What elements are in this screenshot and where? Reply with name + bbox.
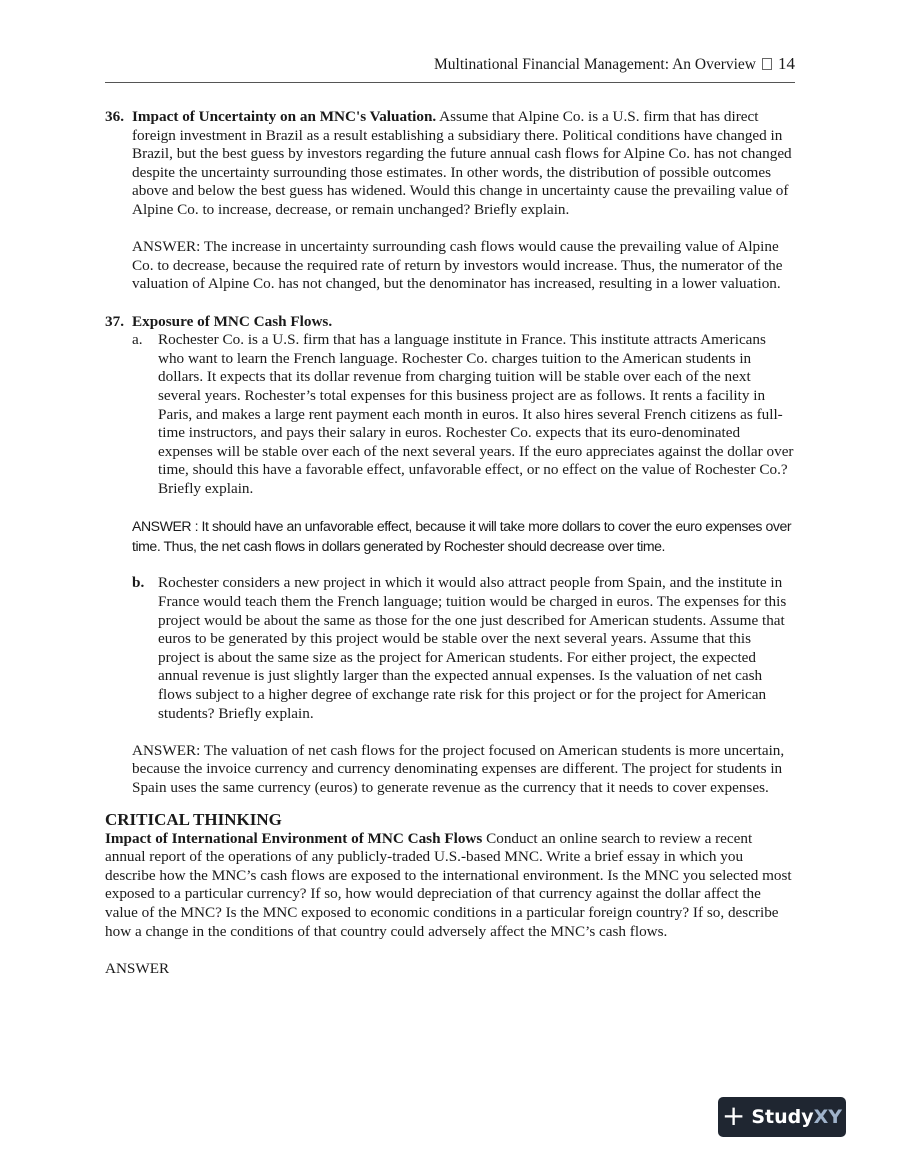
answer-37a: ANSWER : It should have an unfavorable effect, because it will take more dollars to cover the euro expenses over time. Thus, the net cash flows in dollars generated by Rochester should decrease over time. — [132, 518, 792, 555]
critical-thinking-text — [105, 830, 795, 942]
header-text — [434, 54, 795, 74]
page-header — [105, 52, 795, 83]
question-number: 37. — [105, 312, 124, 330]
page-number: 14 — [778, 54, 795, 73]
question-number: 36. — [105, 108, 124, 125]
section-heading: CRITICAL THINKING — [105, 809, 282, 829]
studyxy-logo — [718, 1097, 846, 1137]
header-title: Multinational Financial Management: An Overview — [434, 56, 756, 73]
sub-text: Rochester considers a new project in which it would also attract people from Spain, and the institute in France would teach them the French language; tuition would be charged in euros. The expenses for this project would be about the same as those for the one just described for American students. Assume that euros to be generated by this project would be stable over the next several years. Assume that this project is about the same size as the project for American students. For either project, the expected annual revenue is just slightly larger than the expected annual expenses. Is the valuation of net cash flows subject to a higher degree of exchange rate risk for this project or for the project for American students? Briefly explain. — [158, 574, 787, 722]
missing-glyph-icon — [762, 58, 772, 70]
question-37a — [105, 331, 795, 498]
answer-37b: ANSWER: The valuation of net cash flows for the project focused on American students is more uncertain, because the invoice currency and currency denominating expenses are different. The project for students in Spain uses the same currency (euros) to generate revenue as the currency that it needs to cover expenses. — [132, 741, 785, 796]
question-body: Assume that Alpine Co. is a U.S. firm that has direct foreign investment in Brazil as a result establishing a subsidiary there. Political conditions have changed in Brazil, but the best guess by investors regarding the future annual cash flows for Alpine Co. has not changed despite the uncertainty surrounding those estimates. In other words, the distribution of possible outcomes above and below the best guess has widened. Would this change in uncertainty cause the prevailing value of Alpine Co. to increase, decrease, or remain unchanged? Briefly explain. — [132, 108, 792, 218]
logo-text: StudyXY — [751, 1106, 843, 1128]
answer-36: ANSWER: The increase in uncertainty surrounding cash flows would cause the prevailing value of Alpine Co. to decrease, because the required rate of return by investors would increase. Thus, the numerator of the valuation of Alpine Co. has not changed, but the denominator has increased, resulting in a lower valuation. — [132, 238, 783, 293]
page-content — [105, 108, 795, 978]
question-36 — [105, 108, 795, 220]
sub-text: Rochester Co. is a U.S. firm that has a language institute in France. This institute attracts Americans who want to learn the French language. Rochester Co. charges tuition to the American students in dollars. It expects that its dollar revenue from charging tuition will be stable over each of the next several years. Rochester’s total expenses for this business project are as follows. It rents a facility in Paris, and makes a large rent payment each month in euros. It also hires several French citizens as full-time instructors, and pays their salary in euros. Rochester Co. expects that its euro-denominated expenses will be stable over each of the next several years. If the euro appreciates against the dollar over time, should this have a favorable effect, unfavorable effect, or no effect on the value of Rochester Co.? Briefly explain. — [158, 331, 794, 497]
plus-icon: + — [721, 1099, 746, 1132]
question-37b — [105, 574, 795, 723]
sub-label: a. — [132, 331, 143, 349]
critical-thinking-body: Conduct an online search to review a recent annual report of the operations of any publicly-traded U.S.-based MNC. Write a brief essay in which you describe how the MNC’s cash flows are exposed to the international environment. Is the MNC you selected most exposed to a particular currency? If so, how would depreciation of that currency against the dollar affect the value of the MNC? Is the MNC exposed to economic conditions in a particular foreign country? If so, describe how a change in the conditions of that country could adversely affect the MNC’s cash flows. — [105, 829, 792, 940]
answer-label: ANSWER — [105, 959, 170, 977]
question-title: Impact of Uncertainty on an MNC's Valuation. — [132, 108, 437, 125]
question-37 — [105, 313, 795, 332]
critical-thinking-title: Impact of International Environment of MNC Cash Flows — [105, 829, 483, 847]
question-title: Exposure of MNC Cash Flows. — [132, 312, 333, 330]
question-text — [132, 108, 795, 220]
sub-label: b. — [132, 574, 145, 592]
